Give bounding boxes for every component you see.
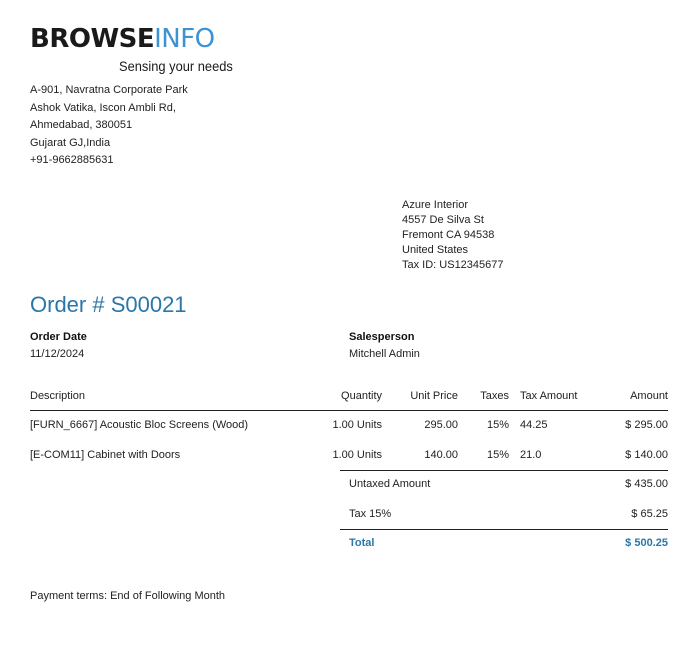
row-amount: $ 295.00 <box>625 419 668 431</box>
company-address <box>30 82 188 170</box>
column-header-tax-amount: Tax Amount <box>520 390 578 402</box>
row-taxes: 15% <box>486 449 509 461</box>
column-header-taxes: Taxes <box>480 390 509 402</box>
table-header-divider <box>30 410 668 411</box>
column-header-quantity: Quantity <box>341 390 382 402</box>
customer-address-line: 4557 De Silva St <box>402 214 484 226</box>
customer-name: Azure Interior <box>402 199 469 211</box>
row-unit-price: 295.00 <box>424 419 458 431</box>
salesperson-label: Salesperson <box>349 331 415 343</box>
tax-label: Tax 15% <box>349 508 392 520</box>
customer-address-line: United States <box>402 244 469 256</box>
row-tax-amount: 44.25 <box>520 419 548 431</box>
order-date-label: Order Date <box>30 331 87 343</box>
row-amount: $ 140.00 <box>625 449 668 461</box>
logo-info-text: INFO <box>154 24 215 54</box>
row-unit-price: 140.00 <box>424 449 458 461</box>
company-address-line: Ahmedabad, 380051 <box>30 119 133 132</box>
customer-address-line: Fremont CA 94538 <box>402 229 495 241</box>
company-phone: +91-9662885631 <box>30 154 114 167</box>
company-address-line: Gujarat GJ,India <box>30 136 111 149</box>
company-address-line: A-901, Navratna Corporate Park <box>30 84 188 96</box>
logo-wordmark <box>30 24 215 54</box>
company-address-line: Ashok Vatika, Iscon Ambli Rd, <box>30 101 176 114</box>
column-header-unit-price: Unit Price <box>410 390 458 402</box>
salesperson-value: Mitchell Admin <box>349 348 420 360</box>
column-header-amount: Amount <box>630 390 668 402</box>
customer-tax-id: Tax ID: US12345677 <box>402 259 504 271</box>
row-quantity: 1.00 Units <box>332 449 382 461</box>
customer-address <box>402 198 504 273</box>
row-taxes: 15% <box>486 419 509 431</box>
payment-terms: Payment terms: End of Following Month <box>30 590 226 602</box>
row-quantity: 1.00 Units <box>332 419 382 431</box>
column-header-description: Description <box>30 390 86 402</box>
order-date-value: 11/12/2024 <box>30 348 85 360</box>
logo-tagline: Sensing your needs <box>119 58 233 74</box>
tax-value: $ 65.25 <box>631 508 668 520</box>
page-title: Order # S00021 <box>30 292 187 317</box>
total-label: Total <box>349 537 375 549</box>
row-description: [FURN_6667] Acoustic Bloc Screens (Wood) <box>30 419 249 431</box>
totals-top-divider <box>340 470 668 471</box>
total-value: $ 500.25 <box>625 537 668 549</box>
row-description: [E-COM11] Cabinet with Doors <box>30 449 181 461</box>
untaxed-amount-label: Untaxed Amount <box>349 478 431 490</box>
total-divider <box>340 529 668 530</box>
row-tax-amount: 21.0 <box>520 449 542 461</box>
untaxed-amount-value: $ 435.00 <box>625 478 668 490</box>
logo-browse-text: BROWSE <box>30 24 155 54</box>
company-logo <box>30 24 233 74</box>
